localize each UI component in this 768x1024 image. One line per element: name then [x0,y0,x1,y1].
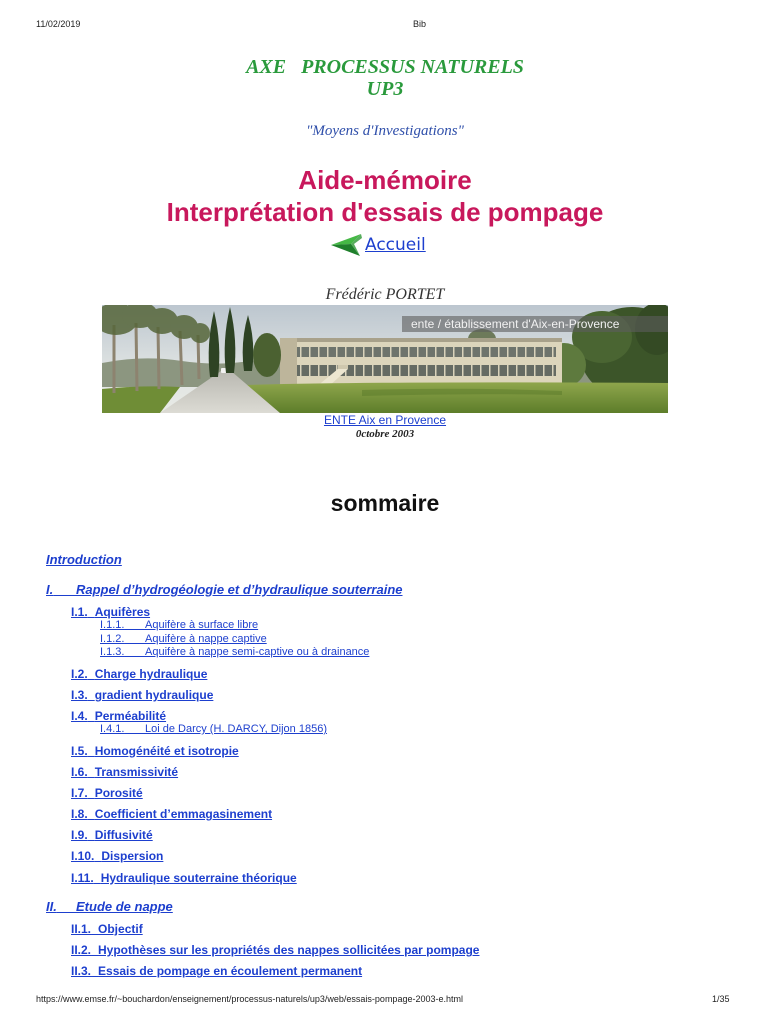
toc-number[interactable]: I.1. [71,605,88,620]
toc-label[interactable]: Diffusivité [94,828,153,843]
toc-heading: sommaire [330,490,440,516]
toc-number[interactable]: I.6. [71,764,88,779]
toc-entry [46,552,746,568]
toc-link[interactable] [71,964,362,978]
toc-label[interactable]: Etude de nappe [76,898,173,914]
home-link[interactable] [330,232,426,258]
toc-number[interactable]: II.1. [71,921,92,936]
toc-label[interactable]: Hypothèses sur les propriétés des nappes sollicitées par pompage [98,943,480,957]
toc-number[interactable]: I.3. [71,687,88,702]
toc-gap[interactable] [91,922,98,936]
toc-link[interactable] [100,619,258,631]
toc-label[interactable]: Aquifère à nappe semi-captive ou à drainance [145,645,370,658]
home-link-label[interactable]: Accueil [365,235,426,255]
toc-entry [46,828,746,842]
toc-number[interactable]: I.2. [71,666,88,681]
toc-gap[interactable] [57,899,76,914]
toc-gap[interactable] [88,667,95,681]
toc-link[interactable] [71,605,150,619]
toc-label[interactable]: Aquifères [94,605,151,620]
toc-entry [46,605,746,619]
toc-link[interactable] [46,582,403,597]
toc-label[interactable]: Objectif [98,921,143,936]
print-url: https://www.emse.fr/~bouchardon/enseignement/processus-naturels/up3/web/essais-pompage-2003-e.html [36,994,463,1004]
toc-gap[interactable] [94,871,101,885]
toc-link[interactable] [100,723,327,735]
toc-label[interactable]: Introduction [46,552,122,567]
toc-entry [46,943,746,957]
toc-entry [46,871,746,885]
toc-entry [46,849,746,863]
toc-label[interactable]: Loi de Darcy (H. DARCY, Dijon 1856) [145,722,327,735]
toc-number[interactable]: I.1.3. [100,645,125,658]
toc-entry [46,619,746,632]
toc-link[interactable] [46,552,122,567]
author: Frédéric PORTET [325,286,445,303]
toc-label[interactable]: Porosité [94,785,143,800]
banner-photo [102,305,668,413]
toc-entry [46,582,746,598]
toc-link[interactable] [71,744,239,758]
table-of-contents [46,552,746,978]
toc-entry [46,786,746,800]
toc-number[interactable]: I.8. [71,807,88,822]
toc-label[interactable]: Coefficient d’emmagasinement [94,807,273,822]
toc-link[interactable] [100,646,369,658]
toc-label[interactable]: Transmissivité [94,764,179,779]
toc-link[interactable] [71,807,272,821]
toc-number[interactable]: I.9. [71,828,88,843]
toc-gap[interactable] [88,605,95,619]
toc-number[interactable]: I.1.1. [100,619,125,632]
page-title-line-2: Interprétation d'essais de pompage [166,197,604,227]
toc-gap[interactable] [124,633,145,645]
toc-number[interactable]: I.5. [71,743,88,758]
toc-number[interactable]: I. [46,582,54,597]
toc-number[interactable]: I.4.1. [100,722,125,735]
toc-link[interactable] [71,667,207,681]
toc-number[interactable]: II. [46,898,57,914]
toc-gap[interactable] [88,807,95,821]
subtitle: "Moyens d'Investigations" [306,123,464,139]
toc-entry [46,667,746,681]
toc-gap[interactable] [88,709,95,723]
toc-label[interactable]: Hydraulique souterraine théorique [100,870,297,885]
unit-heading: UP3 [366,78,404,100]
toc-gap[interactable] [88,786,95,800]
toc-gap[interactable] [91,943,98,957]
toc-link[interactable] [71,786,143,800]
toc-link[interactable] [71,828,153,842]
toc-gap[interactable] [88,744,95,758]
toc-entry [46,964,746,978]
toc-entry [46,922,746,936]
toc-gap[interactable] [88,828,95,842]
toc-gap[interactable] [88,688,95,702]
toc-number[interactable]: I.4. [71,708,88,723]
toc-label[interactable]: Homogénéité et isotropie [94,743,239,758]
toc-entry [46,899,746,915]
toc-gap[interactable] [124,619,145,631]
toc-number[interactable]: I.10. [71,849,95,864]
toc-gap[interactable] [124,646,145,658]
toc-entry [46,709,746,723]
toc-entry [46,688,746,702]
toc-gap[interactable] [91,964,98,978]
axis-heading: AXE PROCESSUS NATURELS [246,56,524,78]
toc-gap[interactable] [124,723,145,735]
toc-number[interactable]: II.3. [71,964,92,979]
toc-label[interactable]: Dispersion [101,849,164,864]
toc-entry [46,646,746,659]
toc-link[interactable] [71,688,213,702]
toc-link[interactable] [100,633,267,645]
back-arrow-icon[interactable] [330,232,363,258]
toc-entry [46,723,746,736]
toc-number[interactable]: II.2. [71,943,92,957]
toc-link[interactable] [71,871,297,885]
toc-gap[interactable] [53,582,76,597]
toc-link[interactable] [71,922,143,936]
toc-link[interactable] [71,849,163,863]
page-title-line-1: Aide-mémoire [298,165,472,195]
toc-label[interactable]: Aquifère à surface libre [145,619,259,632]
toc-label[interactable]: Perméabilité [94,708,167,723]
toc-number[interactable]: I.1.2. [100,632,125,645]
toc-number[interactable]: I.11. [71,870,94,885]
toc-link[interactable] [71,765,178,779]
toc-number[interactable]: I.7. [71,785,88,800]
publication-date: 0ctobre 2003 [355,428,415,440]
print-date: 11/02/2019 [36,19,81,29]
toc-label[interactable]: Charge hydraulique [94,666,208,681]
institution [1,413,768,427]
toc-label[interactable]: Aquifère à nappe captive [145,632,267,645]
toc-entry [46,744,746,758]
toc-link[interactable] [46,899,173,914]
print-page-number: 1/35 [712,994,730,1004]
toc-label[interactable]: Rappel d’hydrogéologie et d’hydraulique souterraine [76,582,403,597]
toc-label[interactable]: gradient hydraulique [94,687,214,702]
toc-entry [46,633,746,646]
toc-gap[interactable] [88,765,95,779]
toc-link[interactable] [71,709,166,723]
institution-link[interactable]: ENTE Aix en Provence [323,413,447,427]
toc-label[interactable]: Essais de pompage en écoulement permanent [98,964,363,979]
print-page-title: Bib [413,19,427,29]
toc-entry [46,765,746,779]
toc-link[interactable] [71,943,479,957]
banner-caption: ente / établissement d'Aix-en-Provence [411,317,620,331]
toc-entry [46,807,746,821]
